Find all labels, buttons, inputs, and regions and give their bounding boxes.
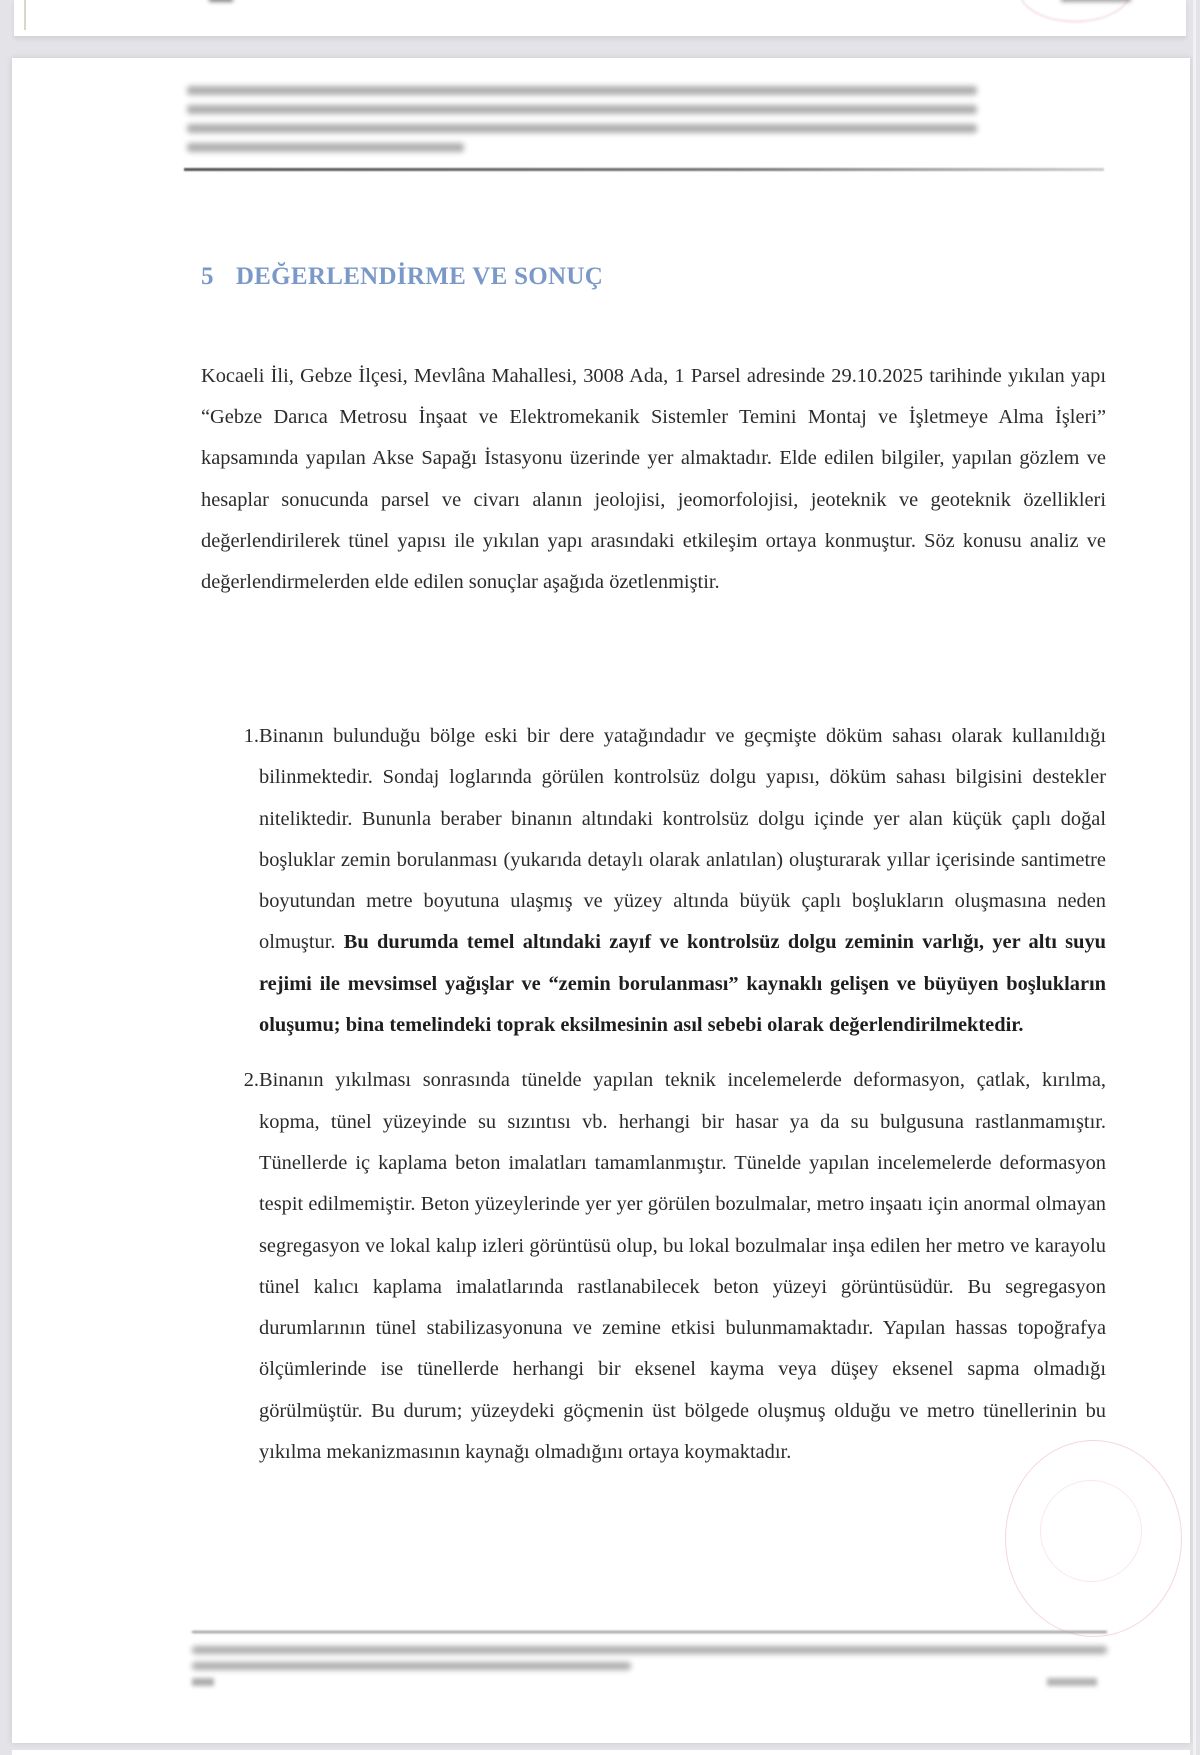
- document-page: [12, 58, 1190, 1743]
- blurred-page-number: [209, 0, 233, 2]
- blurred-header-line: [187, 124, 977, 133]
- page-edge-line: [24, 0, 26, 30]
- blurred-footer-line: [192, 1646, 1107, 1654]
- footer-divider: [192, 1631, 1107, 1633]
- blurred-footer-line: [192, 1662, 631, 1670]
- section-title: DEĞERLENDİRME VE SONUÇ: [235, 263, 604, 290]
- blurred-stamp-text: [1061, 0, 1131, 2]
- finding-body: Binanın yıkılması sonrasında tünelde yapılan teknik incelemelerde deformasyon, çatlak, kırılma, kopma, tünel yüzeyinde su sızıntısı vb. herhangi bir hasar ya da su bulgusuna rastlanmamıştır. Tünellerde iç kaplama beton imalatları tamamlanmıştır. Tünelde yapılan incelemelerde deformasyon tespit edilmemiştir. Beton yüzeylerinde yer yer görülen bozulmalar, metro inşaatı için anormal olmayan segregasyon ve lokal kalıp izleri görüntüsü olup, bu lokal bozulmalar inşa edilen her metro ve karayolu tünel kalıcı kaplama imalatlarında rastlanabilecek beton yüzeyi görüntüsüdür. Bu segregasyon durumlarının tünel stabilizasyonuna ve zemine etkisi bulunmamaktadır. Yapılan hassas topoğrafya ölçümlerinde ise tünellerde herhangi bir eksenel kayma veya düşey eksenel sapma olmadığı görülmüştür. Bu durum; yüzeydeki göçmenin üst bölgede oluşmuş olduğu ve metro tünellerinin bu yıkılma mekanizmasının kaynağı olmadığını ortaya koymaktadır.: [259, 1069, 1106, 1464]
- section-number: 5: [201, 263, 214, 290]
- finding-item: [201, 1060, 1106, 1473]
- stamp-icon: [1019, 0, 1131, 22]
- blurred-footer: [192, 1638, 1107, 1678]
- blurred-footer-date: [1047, 1678, 1097, 1686]
- finding-text: [259, 1060, 1106, 1473]
- finding-number: 1.: [243, 725, 259, 747]
- finding-item: [201, 716, 1106, 1046]
- blurred-header: [187, 76, 977, 162]
- header-divider: [184, 168, 1104, 171]
- intro-paragraph: [201, 356, 1106, 603]
- blurred-footer-page-number: [192, 1678, 214, 1686]
- official-seal-inner-ring: [1040, 1480, 1142, 1582]
- blurred-header-line: [187, 86, 977, 95]
- finding-text: [259, 716, 1106, 1046]
- blurred-header-line: [187, 143, 464, 152]
- scroll-edge: [1193, 0, 1196, 1755]
- blurred-header-line: [187, 105, 977, 114]
- intro-text: Kocaeli İli, Gebze İlçesi, Mevlâna Mahallesi, 3008 Ada, 1 Parsel adresinde 29.10.2025 tarihinde yıkılan yapı “Gebze Darıca Metrosu İnşaat ve Elektromekanik Sistemler Temini Montaj ve İşletmeye Alma İşleri” kapsamında yapılan Akse Sapağı İstasyonu üzerinde yer almaktadır. Elde edilen bilgiler, yapılan gözlem ve hesaplar sonucunda parsel ve civarı alanın jeolojisi, jeomorfolojisi, jeoteknik ve geoteknik özellikleri değerlendirilerek tünel yapısı ile yıkılan yapı arasındaki etkileşim ortaya konmuştur. Söz konusu analiz ve değerlendirmelerden elde edilen sonuçlar aşağıda özetlenmiştir.: [201, 365, 1106, 594]
- findings-list: [201, 716, 1106, 1487]
- finding-body: Binanın bulunduğu bölge eski bir dere yatağındadır ve geçmişte döküm sahası olarak kullanıldığı bilinmektedir. Sondaj loglarında görülen kontrolsüz dolgu yapısı, döküm sahası bilgisini destekler niteliktedir. Bununla beraber binanın altındaki kontrolsüz dolgu içinde yer alan küçük çaplı doğal boşluklar zemin borulanması (yukarıda detaylı olarak anlatılan) oluşturarak yıllar içerisinde santimetre boyutundan metre boyutuna ulaşmış ve yüzey altında büyük çaplı boşlukların oluşmasına neden olmuştur.: [259, 725, 1106, 954]
- finding-conclusion: Bu durumda temel altındaki zayıf ve kontrolsüz dolgu zeminin varlığı, yer altı suyu rejimi ile mevsimsel yağışlar ve “zemin borulanması” kaynaklı gelişen ve büyüyen boşlukların oluşumu; bina temelindeki toprak eksilmesinin asıl sebebi olarak değerlendirilmektedir.: [259, 931, 1106, 1037]
- finding-number: 2.: [243, 1069, 259, 1092]
- previous-page-edge: [14, 0, 1186, 37]
- next-page-edge: [12, 1750, 1190, 1755]
- section-heading: [201, 263, 603, 291]
